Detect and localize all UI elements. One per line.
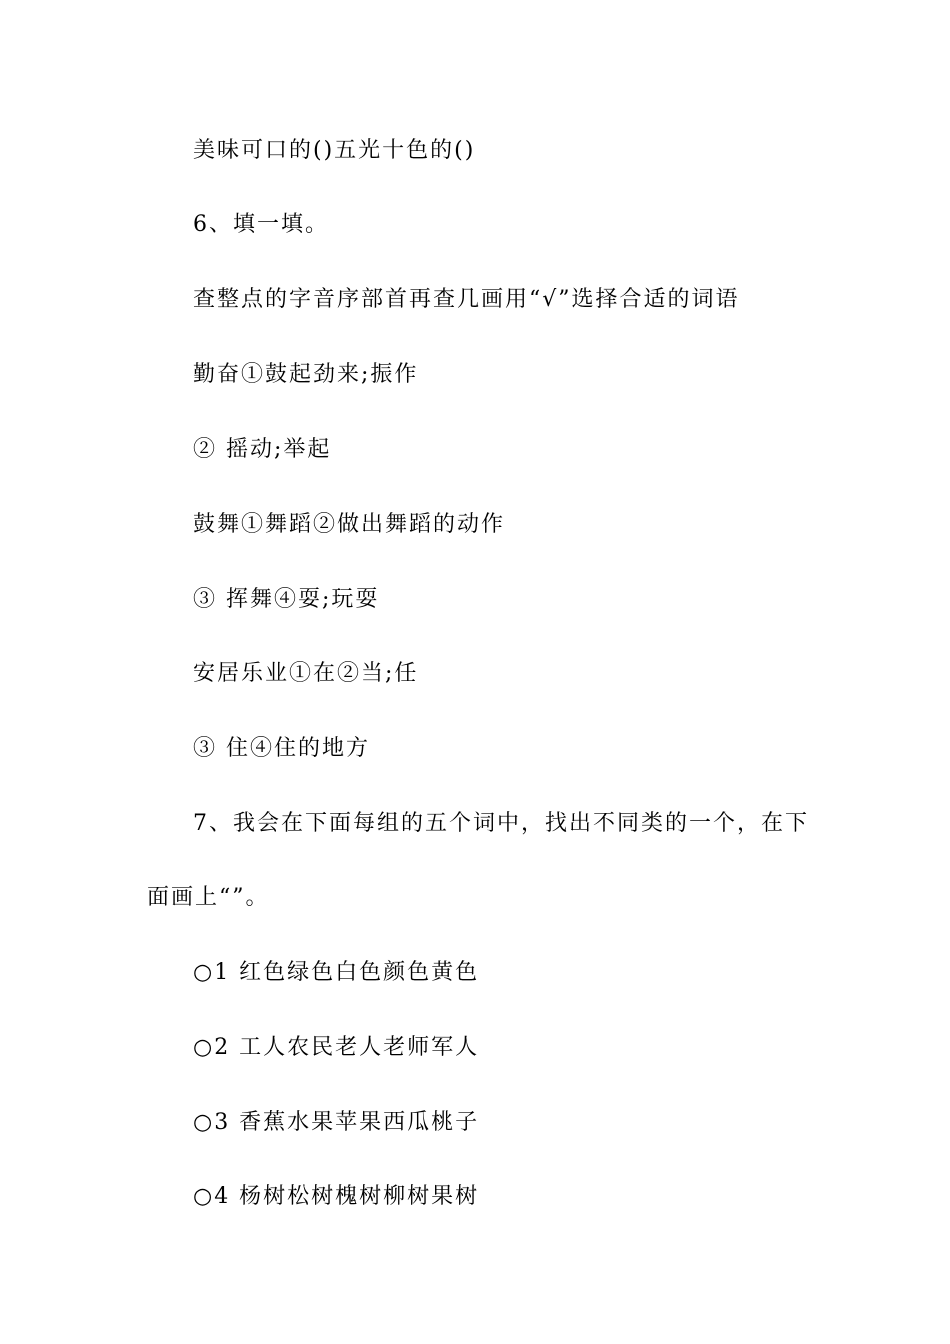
text-line-2: 6、填一填。 (193, 212, 329, 237)
text-line-13: ○2 工人农民老人老师军人 (193, 1035, 480, 1060)
text-line-3: 查整点的字音序部首再查几画用“√”选择合适的词语 (193, 287, 740, 312)
text-line-10: 7、我会在下面每组的五个词中，找出不同类的一个，在下 (193, 811, 809, 836)
text-line-4: 勤奋①鼓起劲来;振作 (193, 362, 419, 387)
text-line-6: 鼓舞①舞蹈②做出舞蹈的动作 (193, 512, 506, 537)
text-line-7: ③ 挥舞④耍;玩耍 (193, 587, 380, 612)
text-line-11: 面画上“”。 (147, 885, 270, 910)
text-line-8: 安居乐业①在②当;任 (193, 661, 419, 686)
text-line-5: ② 摇动;举起 (193, 437, 332, 462)
text-line-9: ③ 住④住的地方 (193, 736, 370, 761)
text-line-1: 美味可口的()五光十色的() (193, 138, 476, 163)
text-line-14: ○3 香蕉水果苹果西瓜桃子 (193, 1110, 480, 1135)
text-line-15: ○4 杨树松树槐树柳树果树 (193, 1184, 480, 1209)
text-line-12: ○1 红色绿色白色颜色黄色 (193, 960, 480, 985)
